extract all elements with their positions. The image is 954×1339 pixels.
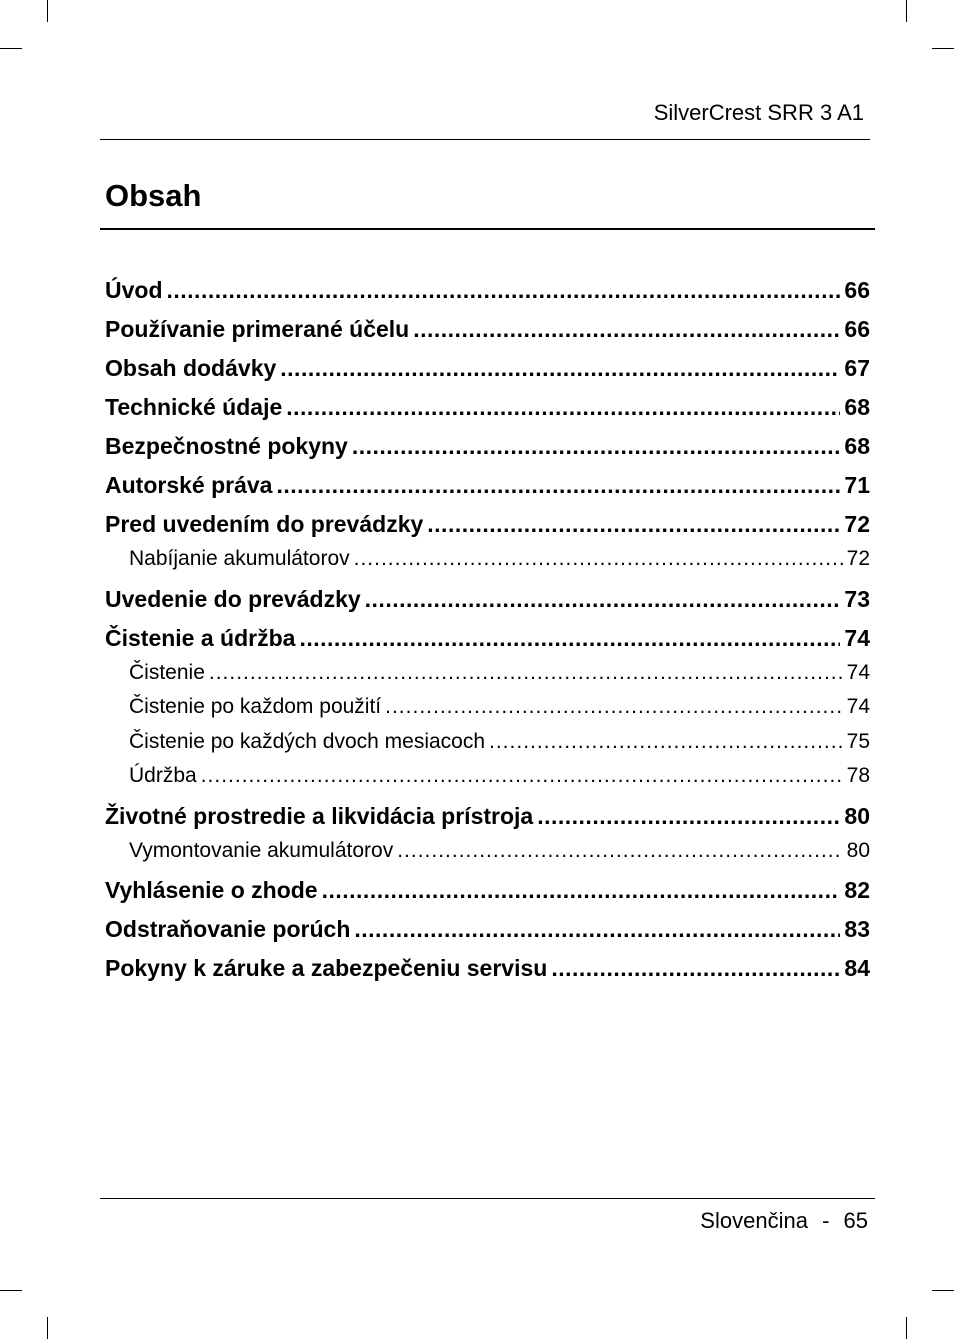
toc-entry[interactable]	[105, 271, 870, 310]
toc-entry[interactable]	[105, 871, 870, 910]
header-rule	[100, 139, 870, 140]
toc-entry-page: 67	[844, 355, 870, 381]
toc-entry-title: Autorské práva	[105, 472, 273, 498]
toc-entry-page: 80	[846, 838, 870, 862]
page-title: Obsah	[105, 178, 202, 213]
toc-leader-dots	[201, 759, 843, 794]
toc-entry[interactable]	[105, 656, 870, 691]
toc-leader-dots	[354, 910, 840, 949]
toc-leader-dots	[489, 725, 843, 760]
toc-entry-page: 66	[844, 277, 870, 303]
toc-leader-dots	[365, 580, 841, 619]
crop-mark	[906, 1317, 907, 1339]
toc-leader-dots	[286, 388, 840, 427]
toc-leader-dots	[280, 349, 840, 388]
toc-entry[interactable]	[105, 542, 870, 577]
toc-leader-dots	[352, 427, 841, 466]
toc-entry[interactable]	[105, 725, 870, 760]
header-product: SilverCrest SRR 3 A1	[653, 100, 864, 125]
toc-entry[interactable]	[105, 466, 870, 505]
title-rule	[100, 228, 875, 230]
toc-entry[interactable]	[105, 797, 870, 836]
toc-entry-title: Odstraňovanie porúch	[105, 916, 351, 942]
toc-entry[interactable]	[105, 619, 870, 658]
toc-entry-page: 73	[844, 585, 870, 612]
toc-entry-title: Pred uvedením do prevádzky	[105, 511, 424, 537]
toc-entry-title: Vymontovanie akumulátorov	[129, 838, 394, 862]
toc-entry-title: Nabíjanie akumulátorov	[129, 547, 350, 570]
toc-entry-title: Čistenie a údržba	[105, 624, 296, 651]
footer-separator: -	[822, 1208, 830, 1233]
toc-entry-title: Technické údaje	[105, 394, 283, 420]
toc-entry[interactable]	[105, 388, 870, 427]
toc-leader-dots	[397, 834, 842, 869]
toc-entry-page: 74	[846, 660, 870, 684]
toc-entry[interactable]	[105, 759, 870, 794]
toc-entry-page: 75	[846, 729, 870, 753]
crop-mark	[47, 1317, 48, 1339]
toc-entry-page: 78	[846, 764, 870, 787]
toc-entry-page: 71	[844, 472, 870, 498]
footer-rule	[100, 1198, 875, 1199]
toc-entry-title: Čistenie	[129, 660, 205, 684]
toc-entry[interactable]	[105, 690, 870, 725]
toc-entry-page: 82	[844, 877, 870, 903]
toc-entry-title: Údržba	[129, 764, 197, 787]
toc-leader-dots	[413, 310, 840, 349]
toc-entry-page: 84	[844, 955, 870, 981]
toc-leader-dots	[167, 271, 841, 310]
crop-mark	[0, 48, 22, 49]
toc-leader-dots	[427, 505, 840, 544]
toc-leader-dots	[322, 871, 841, 910]
toc-leader-dots	[385, 690, 843, 725]
toc-entry[interactable]	[105, 910, 870, 949]
toc-entry-page: 72	[846, 547, 870, 570]
toc-entry[interactable]	[105, 834, 870, 869]
toc-entry[interactable]	[105, 580, 870, 619]
crop-mark	[47, 0, 48, 22]
toc-entry[interactable]	[105, 949, 870, 988]
toc-entry-page: 72	[844, 511, 870, 537]
toc-entry-title: Uvedenie do prevádzky	[105, 585, 361, 612]
toc-entry[interactable]	[105, 505, 870, 544]
footer-page-number: 65	[843, 1208, 868, 1233]
toc-leader-dots	[551, 949, 840, 988]
toc-leader-dots	[537, 797, 840, 836]
toc-entry-title: Obsah dodávky	[105, 355, 277, 381]
footer-language: Slovenčina	[700, 1208, 808, 1233]
toc-entry-title: Čistenie po každom použití	[129, 695, 382, 718]
toc-leader-dots	[209, 656, 843, 691]
toc-entry-title: Úvod	[105, 277, 163, 303]
toc-entry-page: 74	[844, 624, 870, 651]
toc-entry-page: 80	[844, 802, 870, 829]
toc-entry[interactable]	[105, 310, 870, 349]
toc-entry-title: Životné prostredie a likvidácia prístroja	[105, 802, 534, 829]
toc-leader-dots	[354, 542, 843, 577]
toc-entry-title: Pokyny k záruke a zabezpečeniu servisu	[105, 955, 548, 981]
toc-leader-dots	[276, 466, 840, 505]
crop-mark	[0, 1290, 22, 1291]
toc-entry-page: 68	[844, 394, 870, 420]
toc-entry-page: 68	[844, 433, 870, 459]
toc-entry-title: Bezpečnostné pokyny	[105, 433, 348, 459]
table-of-contents	[105, 271, 870, 988]
toc-leader-dots	[299, 619, 840, 658]
crop-mark	[932, 1290, 954, 1291]
toc-entry-title: Čistenie po každých dvoch mesiacoch	[129, 729, 486, 753]
crop-mark	[906, 0, 907, 22]
toc-entry-page: 74	[846, 695, 870, 718]
footer	[700, 1208, 868, 1234]
crop-mark	[932, 48, 954, 49]
toc-entry-page: 66	[844, 316, 870, 342]
toc-entry[interactable]	[105, 349, 870, 388]
toc-entry[interactable]	[105, 427, 870, 466]
toc-entry-page: 83	[844, 916, 870, 942]
toc-entry-title: Používanie primerané účelu	[105, 316, 410, 342]
toc-entry-title: Vyhlásenie o zhode	[105, 877, 318, 903]
